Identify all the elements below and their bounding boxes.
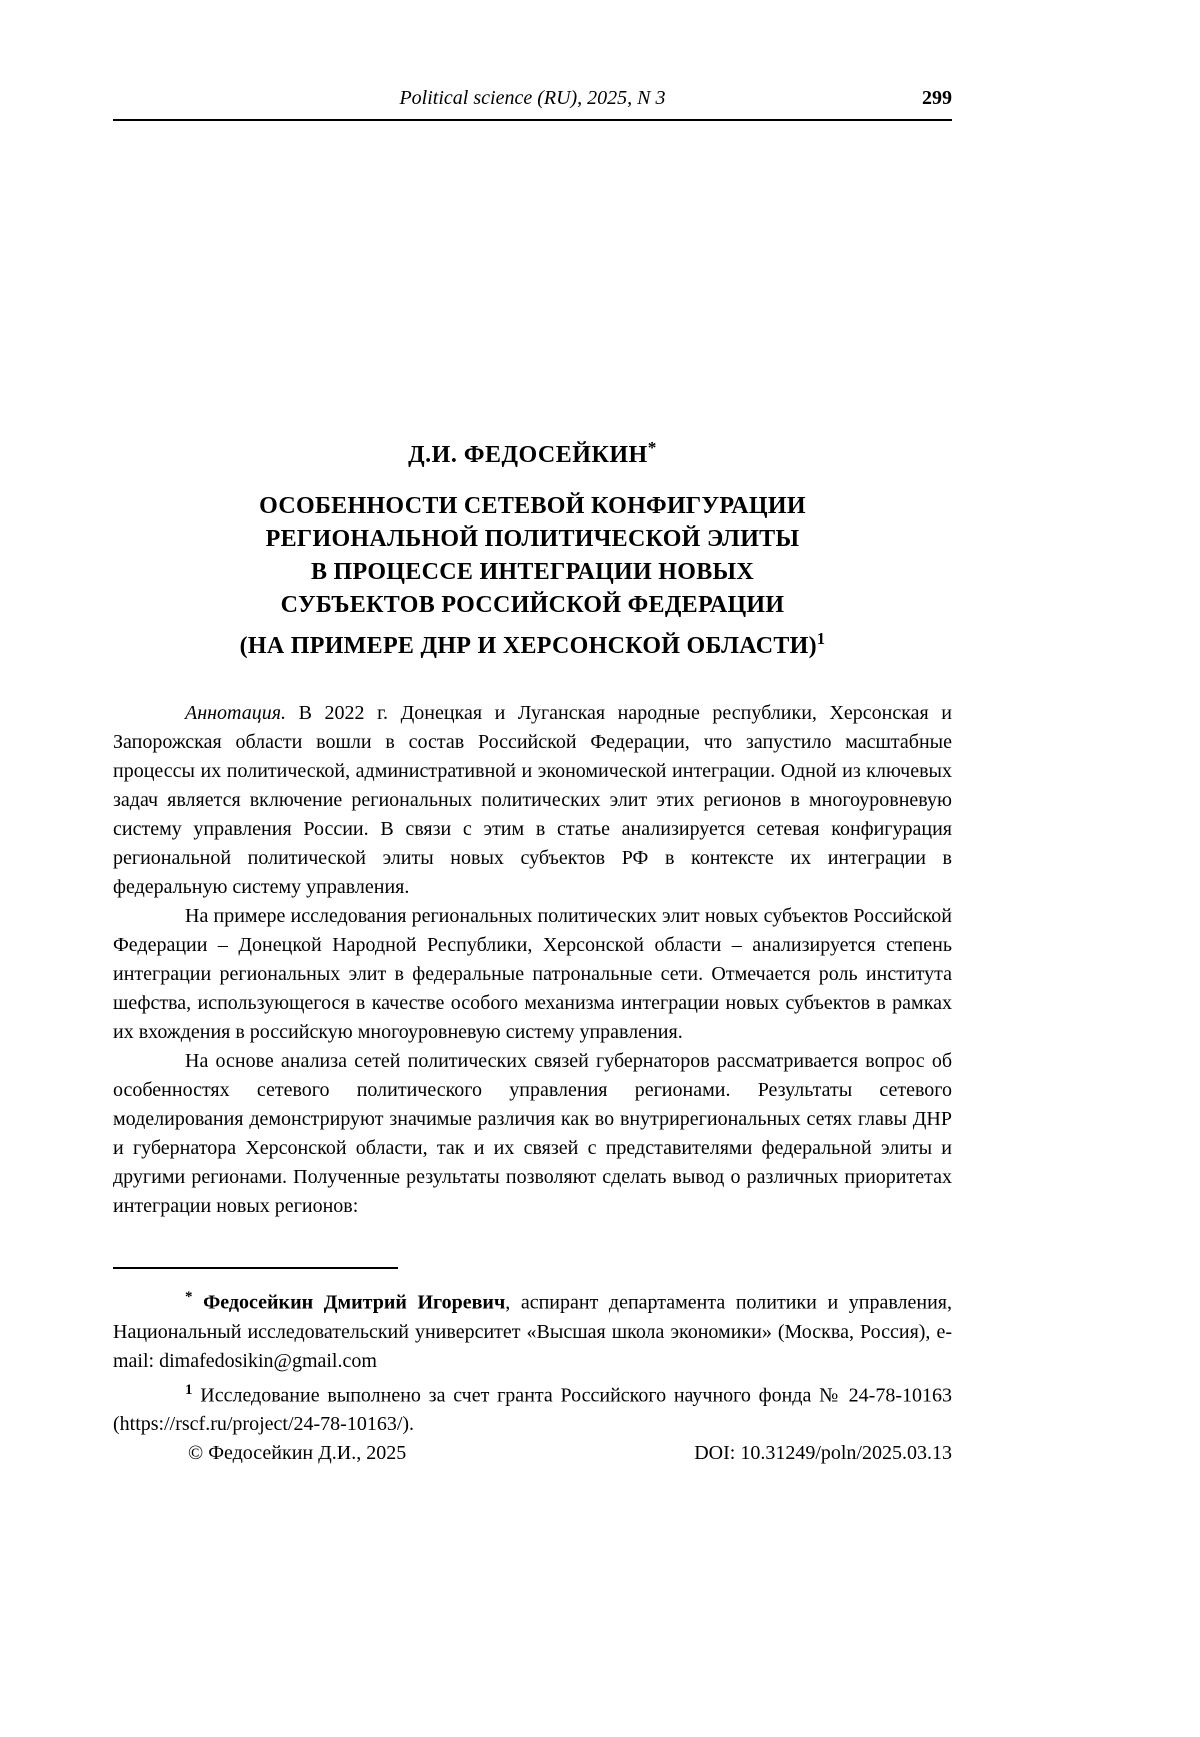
author-line <box>113 433 952 470</box>
footnote-grant <box>113 1376 952 1440</box>
article-title <box>113 490 952 663</box>
abstract-section <box>113 699 952 1221</box>
page-header <box>113 86 952 121</box>
author-footnote-marker: * <box>647 438 657 457</box>
title-footnote-marker: 1 <box>816 629 826 648</box>
footnote-author <box>113 1283 952 1376</box>
footnotes-section <box>113 1283 952 1468</box>
footnote-grant-text: Исследование выполнено за счет гранта Российского научного фонда № 24-78-10163 (https://rscf.ru/project/24-78-10163/). <box>113 1384 953 1436</box>
abstract-label: Аннотация. <box>185 702 287 724</box>
copyright-notice: © Федосейкин Д.И., 2025 <box>188 1442 407 1465</box>
article-title-text: ОСОБЕННОСТИ СЕТЕВОЙ КОНФИГУРАЦИИ РЕГИОНАЛЬНОЙ ПОЛИТИЧЕСКОЙ ЭЛИТЫ В ПРОЦЕССЕ ИНТЕГРАЦИИ НОВЫХ СУБЪЕКТОВ РОССИЙСКОЙ ФЕДЕРАЦИИ (НА ПРИМЕРЕ ДНР И ХЕРСОНСКОЙ ОБЛАСТИ) <box>239 493 817 659</box>
abstract-paragraph-1-text: В 2022 г. Донецкая и Луганская народные республики, Херсонская и Запорожская области вошли в состав Российской Федерации, что запустило масштабные процессы их политической, административной и экономической интеграции. Одной из ключевых задач является включение региональных политических элит этих регионов в многоуровневую систему управления России. В связи с этим в статье анализируется сетевая конфигурация региональной политической элиты новых субъектов РФ в контексте их интеграции в федеральную систему управления. <box>113 702 953 898</box>
doi-label: DOI: 10.31249/poln/2025.03.13 <box>694 1442 952 1465</box>
abstract-paragraph-2: На примере исследования региональных политических элит новых субъектов Российской Федерации – Донецкой Народной Республики, Херсонской области – анализируется степень интеграции региональных элит в федеральные патрональные сети. Отмечается роль института шефства, использующегося в качестве особого механизма интеграции новых субъектов в рамках их вхождения в российскую многоуровневую систему управления. <box>113 905 952 1043</box>
page-number: 299 <box>922 87 952 109</box>
author-name: Д.И. ФЕДОСЕЙКИН <box>408 442 648 468</box>
footnote-grant-marker: 1 <box>185 1381 193 1398</box>
header-rule <box>113 119 952 121</box>
footnote-author-text: , аспирант департамента политики и управления, Национальный исследовательский университет «Высшая школа экономики» (Москва, Россия), e-mail: dimafedosikin@gmail.com <box>113 1291 952 1372</box>
footnote-author-name: Федосейкин Дмитрий Игоревич <box>203 1291 506 1314</box>
abstract-paragraph-1 <box>113 699 952 902</box>
header-row <box>113 86 952 110</box>
footnote-author-marker: * <box>185 1289 193 1305</box>
footer-row <box>113 1439 952 1468</box>
journal-title: Political science (RU), 2025, N 3 <box>399 87 666 109</box>
abstract-paragraph-3: На основе анализа сетей политических связей губернаторов рассматривается вопрос об особенностях сетевого политического управления регионами. Результаты сетевого моделирования демонстрируют значимые различия как во внутрирегиональных сетях главы ДНР и губернатора Херсонской области, так и их связей с представителями федеральной элиты и другими регионами. Полученные результаты позволяют сделать вывод о различных приоритетах интеграции новых регионов: <box>113 1050 952 1217</box>
footnote-separator-rule <box>113 1267 398 1269</box>
